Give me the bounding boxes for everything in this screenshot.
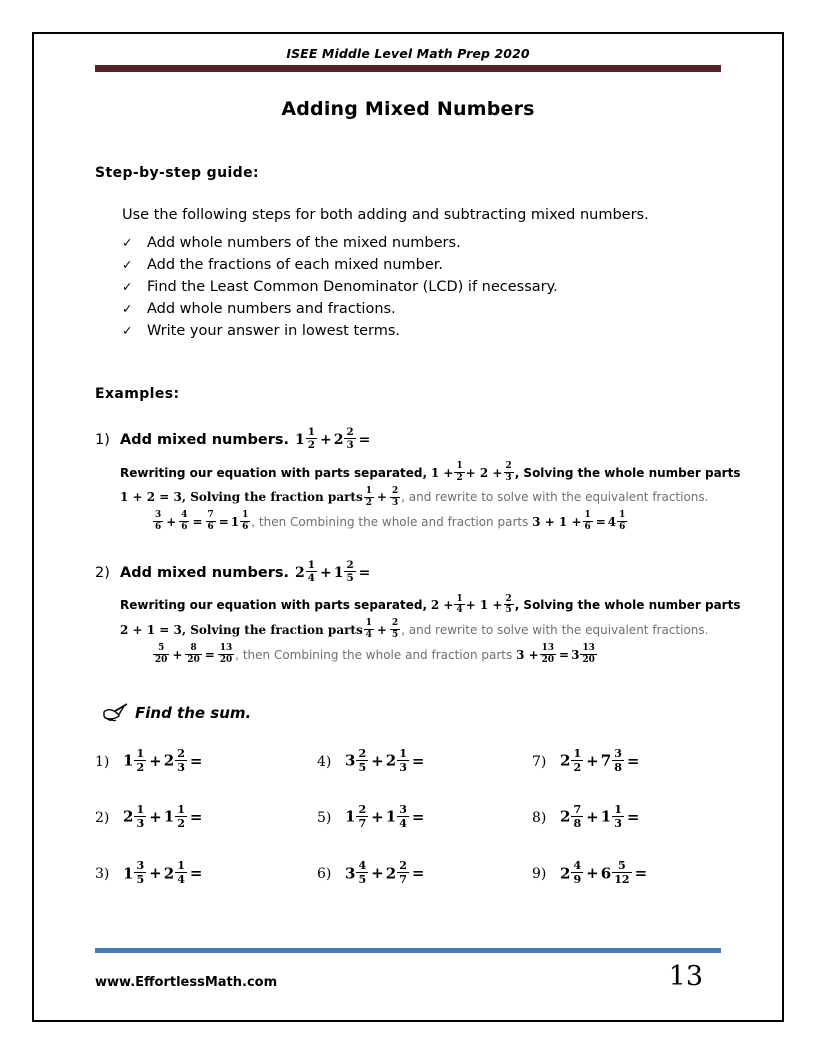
problem-expression: 1 $\frac{2}{7}$ + 1 $\frac{3}{4}$ = bbox=[345, 803, 425, 831]
pencil-hand-icon bbox=[101, 703, 131, 723]
check-icon: ✓ bbox=[122, 279, 133, 295]
page-footer bbox=[95, 948, 721, 990]
page-content bbox=[95, 46, 741, 887]
problem-number: 5) bbox=[317, 809, 332, 826]
problem-expression: 3 $\frac{4}{5}$ + 2 $\frac{2}{7}$ = bbox=[345, 859, 425, 887]
example-prompt: Add mixed numbers. bbox=[120, 564, 289, 581]
problem-number: 7) bbox=[532, 753, 547, 770]
solution-line: Rewriting our equation with parts separated, 1 + $\frac{1}{2}$ + 2 + $\frac{2}{3}$ , Solving the whole number parts bbox=[120, 461, 741, 483]
page-title: Adding Mixed Numbers bbox=[281, 98, 535, 120]
site-url[interactable]: www.EffortlessMath.com bbox=[95, 975, 278, 990]
list-item bbox=[122, 232, 721, 254]
step-text: Add whole numbers of the mixed numbers. bbox=[147, 235, 461, 251]
examples-label: Examples: bbox=[95, 386, 180, 403]
problem-number: 8) bbox=[532, 809, 547, 826]
example-1-heading bbox=[95, 428, 721, 452]
problem-expression: 2 $\frac{7}{8}$ + 1 $\frac{1}{3}$ = bbox=[560, 803, 640, 831]
check-icon: ✓ bbox=[122, 235, 133, 250]
problem-expression: 1 $\frac{3}{5}$ + 2 $\frac{1}{4}$ = bbox=[123, 859, 203, 887]
problem-number: 4) bbox=[317, 753, 332, 770]
list-item bbox=[122, 320, 721, 342]
list-item bbox=[317, 859, 532, 887]
example-number: 1) bbox=[95, 432, 110, 449]
practice-problem-grid bbox=[95, 746, 721, 887]
problem-expression: 3 $\frac{2}{5}$ + 2 $\frac{1}{3}$ = bbox=[345, 746, 425, 775]
problem-number: 3) bbox=[95, 866, 110, 883]
practice-heading bbox=[101, 703, 721, 723]
list-item bbox=[532, 859, 721, 887]
check-icon: ✓ bbox=[122, 301, 133, 317]
list-item bbox=[95, 805, 317, 830]
page-number: 13 bbox=[668, 961, 703, 992]
footer-rule bbox=[95, 948, 721, 953]
footer-row bbox=[95, 963, 721, 990]
solution-line: 1 + 2 = 3, Solving the fraction parts $\frac{1}{2}$ + $\frac{2}{3}$ , and rewrite to solve with the equivalent fractions. bbox=[120, 485, 709, 508]
solution-line: $\frac{5}{20}$ + $\frac{8}{20}$ = $\frac{13}{20}$ , then Combining the whole and fraction parts 3 + $\frac{13}{20}$ = 3 $\frac{13}{20}$ bbox=[155, 642, 595, 665]
problem-expression: 2 $\frac{4}{9}$ + 6 $\frac{5}{12}$ = bbox=[560, 859, 648, 887]
check-icon: ✓ bbox=[122, 257, 133, 273]
running-head: ISEE Middle Level Math Prep 2020 bbox=[286, 46, 530, 61]
solution-line: Rewriting our equation with parts separated, 2 + $\frac{1}{4}$ + 1 + $\frac{2}{5}$ , Solving the whole number parts bbox=[120, 593, 741, 616]
list-item bbox=[532, 746, 721, 775]
guide-steps-list bbox=[95, 232, 721, 342]
list-item bbox=[532, 805, 721, 830]
example-2-heading bbox=[95, 558, 721, 585]
problem-expression: 1 $\frac{1}{2}$ + 2 $\frac{2}{3}$ = bbox=[123, 746, 203, 775]
step-text: Write your answer in lowest terms. bbox=[147, 323, 401, 340]
list-item bbox=[122, 254, 721, 276]
example-1-solution bbox=[120, 461, 741, 535]
solution-line: $\frac{3}{6}$ + $\frac{4}{6}$ = $\frac{7}{6}$ = 1 $\frac{1}{6}$ , then Combining the whole and fraction parts 3 + 1 + $\frac{1}{6}$ = 4 $\frac{1}{6}$ bbox=[155, 510, 626, 533]
step-by-step-guide-label: Step-by-step guide: bbox=[95, 165, 259, 181]
example-expression: 2 $\frac{1}{4}$ + 1 $\frac{2}{5}$ = bbox=[294, 558, 371, 584]
example-2-solution bbox=[120, 593, 741, 667]
example-prompt: Add mixed numbers. bbox=[120, 432, 289, 449]
example-number: 2) bbox=[95, 564, 110, 581]
check-icon: ✓ bbox=[122, 323, 133, 339]
step-text: Add the fractions of each mixed number. bbox=[147, 257, 444, 274]
list-item bbox=[95, 746, 317, 775]
problem-expression: 2 $\frac{1}{2}$ + 7 $\frac{3}{8}$ = bbox=[560, 746, 640, 775]
step-text: Find the Least Common Denominator (LCD) if necessary. bbox=[147, 279, 558, 296]
guide-lead-text: Use the following steps for both adding and subtracting mixed numbers. bbox=[122, 207, 649, 223]
solution-line: 2 + 1 = 3, Solving the fraction parts $\frac{1}{4}$ + $\frac{2}{5}$ , and rewrite to solve with the equivalent fractions. bbox=[120, 618, 709, 641]
header-rule bbox=[95, 65, 721, 72]
problem-number: 1) bbox=[95, 753, 110, 770]
practice-label: Find the sum. bbox=[135, 704, 252, 723]
step-text: Add whole numbers and fractions. bbox=[147, 301, 396, 318]
problem-expression: 2 $\frac{1}{3}$ + 1 $\frac{1}{2}$ = bbox=[123, 803, 203, 831]
problem-number: 6) bbox=[317, 866, 332, 883]
list-item bbox=[122, 298, 721, 320]
problem-number: 9) bbox=[532, 866, 547, 883]
list-item bbox=[317, 746, 532, 775]
list-item bbox=[95, 859, 317, 887]
list-item bbox=[317, 805, 532, 830]
list-item bbox=[122, 276, 721, 298]
problem-number: 2) bbox=[95, 809, 110, 826]
example-expression: 1 $\frac{1}{2}$ + 2 $\frac{2}{3}$ = bbox=[294, 426, 371, 452]
